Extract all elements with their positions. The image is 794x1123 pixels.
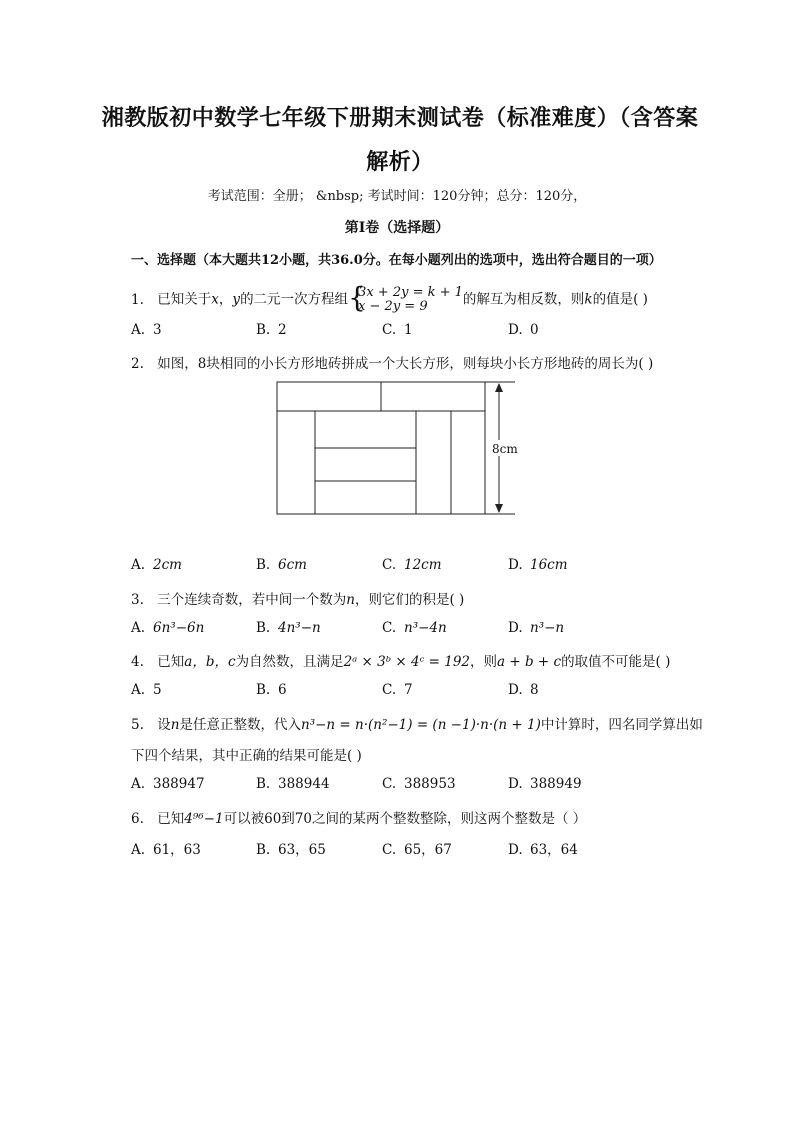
options-q1 xyxy=(131,322,691,342)
question-text: 的值是( ) xyxy=(592,291,648,308)
option-c[interactable]: C. 1 xyxy=(382,322,413,338)
math-var: x xyxy=(211,291,219,308)
question-text: 的二元一次方程组 xyxy=(240,291,349,308)
question-3 xyxy=(131,588,464,608)
arrow-up-icon xyxy=(495,383,503,392)
question-text: 已知 xyxy=(157,811,185,827)
question-text: 可以被60到70之间的某两个整数整除，则这两个整数是（ ） xyxy=(223,811,587,827)
question-text: 三个连续奇数，若中间一个数为 xyxy=(157,592,347,608)
question-text: ，则它们的积是( ) xyxy=(355,592,465,608)
brace-symbol: { xyxy=(348,281,366,314)
question-6 xyxy=(131,807,586,827)
option-b[interactable]: B. 6cm xyxy=(256,557,307,573)
math-var: n xyxy=(170,717,180,733)
question-text: 已知关于 xyxy=(157,291,212,308)
question-text: 的解互为相反数，则 xyxy=(462,291,585,308)
question-4 xyxy=(131,650,670,670)
equation-2: x − 2y = 9 xyxy=(358,299,428,314)
option-a[interactable]: A. 2cm xyxy=(131,557,182,573)
option-c[interactable]: C. 12cm xyxy=(382,557,442,573)
option-a[interactable]: A. 5 xyxy=(131,682,162,698)
option-a[interactable]: A. 6n³−6n xyxy=(131,620,205,636)
equation-1: 3x + 2y = k + 1 xyxy=(358,285,463,300)
figure-label: 8cm xyxy=(492,442,518,456)
math-expression: n³−n = n·(n²−1) = (n −1)·n·(n + 1) xyxy=(301,717,541,733)
options-q6 xyxy=(131,838,691,858)
option-c[interactable]: C. 388953 xyxy=(382,776,456,792)
question-2 xyxy=(131,352,653,372)
option-b[interactable]: B. 2 xyxy=(256,322,287,338)
section-heading: 一、选择题（本大题共12小题，共36.0分。在每小题列出的选项中，选出符合题目的一项） xyxy=(131,253,662,268)
question-number: 4. xyxy=(131,654,144,670)
options-q2 xyxy=(131,557,691,577)
math-expression: 4⁹⁶−1 xyxy=(184,811,224,827)
math-vars: a，b，c xyxy=(184,654,236,670)
math-var: n xyxy=(346,592,355,608)
option-b[interactable]: B. 6 xyxy=(256,682,287,698)
question-number: 2. xyxy=(131,356,144,372)
option-d[interactable]: D. 388949 xyxy=(508,776,582,792)
page-title: 湘教版初中数学七年级下册期末测试卷（标准难度）（含答案解析） xyxy=(101,105,699,175)
question-text: ，则 xyxy=(470,654,498,670)
question-text: 为自然数，且满足 xyxy=(235,654,344,670)
option-d[interactable]: D. 0 xyxy=(508,322,539,338)
tile-figure xyxy=(275,380,525,520)
arrow-down-icon xyxy=(495,504,503,513)
question-text: 中计算时，四名同学算出如 xyxy=(540,717,703,733)
option-a[interactable]: A. 388947 xyxy=(131,776,205,792)
option-c[interactable]: C. n³−4n xyxy=(382,620,447,636)
options-q4 xyxy=(131,682,691,702)
question-1 xyxy=(131,281,648,314)
option-b[interactable]: B. 388944 xyxy=(256,776,330,792)
question-text: 如图，8块相同的小长方形地砖拼成一个大长方形，则每块小长方形地砖的周长为( ) xyxy=(157,356,654,372)
option-a[interactable]: A. 3 xyxy=(131,322,162,338)
exam-info: 考试范围：全册； &nbsp; 考试时间：120分钟；总分：120分， xyxy=(207,189,587,204)
option-d[interactable]: D. n³−n xyxy=(508,620,565,636)
option-b[interactable]: B. 4n³−n xyxy=(256,620,321,636)
options-q5 xyxy=(131,776,691,796)
option-c[interactable]: C. 7 xyxy=(382,682,413,698)
math-var: y xyxy=(232,291,241,308)
option-c[interactable]: C. 65，67 xyxy=(382,842,452,858)
part-heading: 第I卷（选择题） xyxy=(344,220,450,236)
question-text: 是任意正整数，代入 xyxy=(179,717,301,733)
question-number: 6. xyxy=(131,811,144,827)
equation-system xyxy=(348,281,463,314)
options-q3 xyxy=(131,620,691,640)
option-d[interactable]: D. 16cm xyxy=(508,557,568,573)
option-d[interactable]: D. 8 xyxy=(508,682,539,698)
option-b[interactable]: B. 63，65 xyxy=(256,842,326,858)
question-number: 5. xyxy=(131,717,144,733)
math-expression: 2ᵃ × 3ᵇ × 4ᶜ = 192 xyxy=(343,654,471,670)
question-text: 设 xyxy=(157,717,171,733)
question-number: 1. xyxy=(131,291,144,308)
question-text: 的取值不可能是( ) xyxy=(561,654,671,670)
option-d[interactable]: D. 63，64 xyxy=(508,842,578,858)
question-number: 3. xyxy=(131,592,144,608)
question-text: ， xyxy=(218,291,233,308)
question-5 xyxy=(131,713,703,733)
question-5-continued: 下四个结果，其中正确的结果可能是( ) xyxy=(131,748,362,764)
math-var: k xyxy=(584,291,593,308)
question-text: 已知 xyxy=(157,654,185,670)
math-expression: a + b + c xyxy=(497,654,562,670)
option-a[interactable]: A. 61，63 xyxy=(131,842,201,858)
